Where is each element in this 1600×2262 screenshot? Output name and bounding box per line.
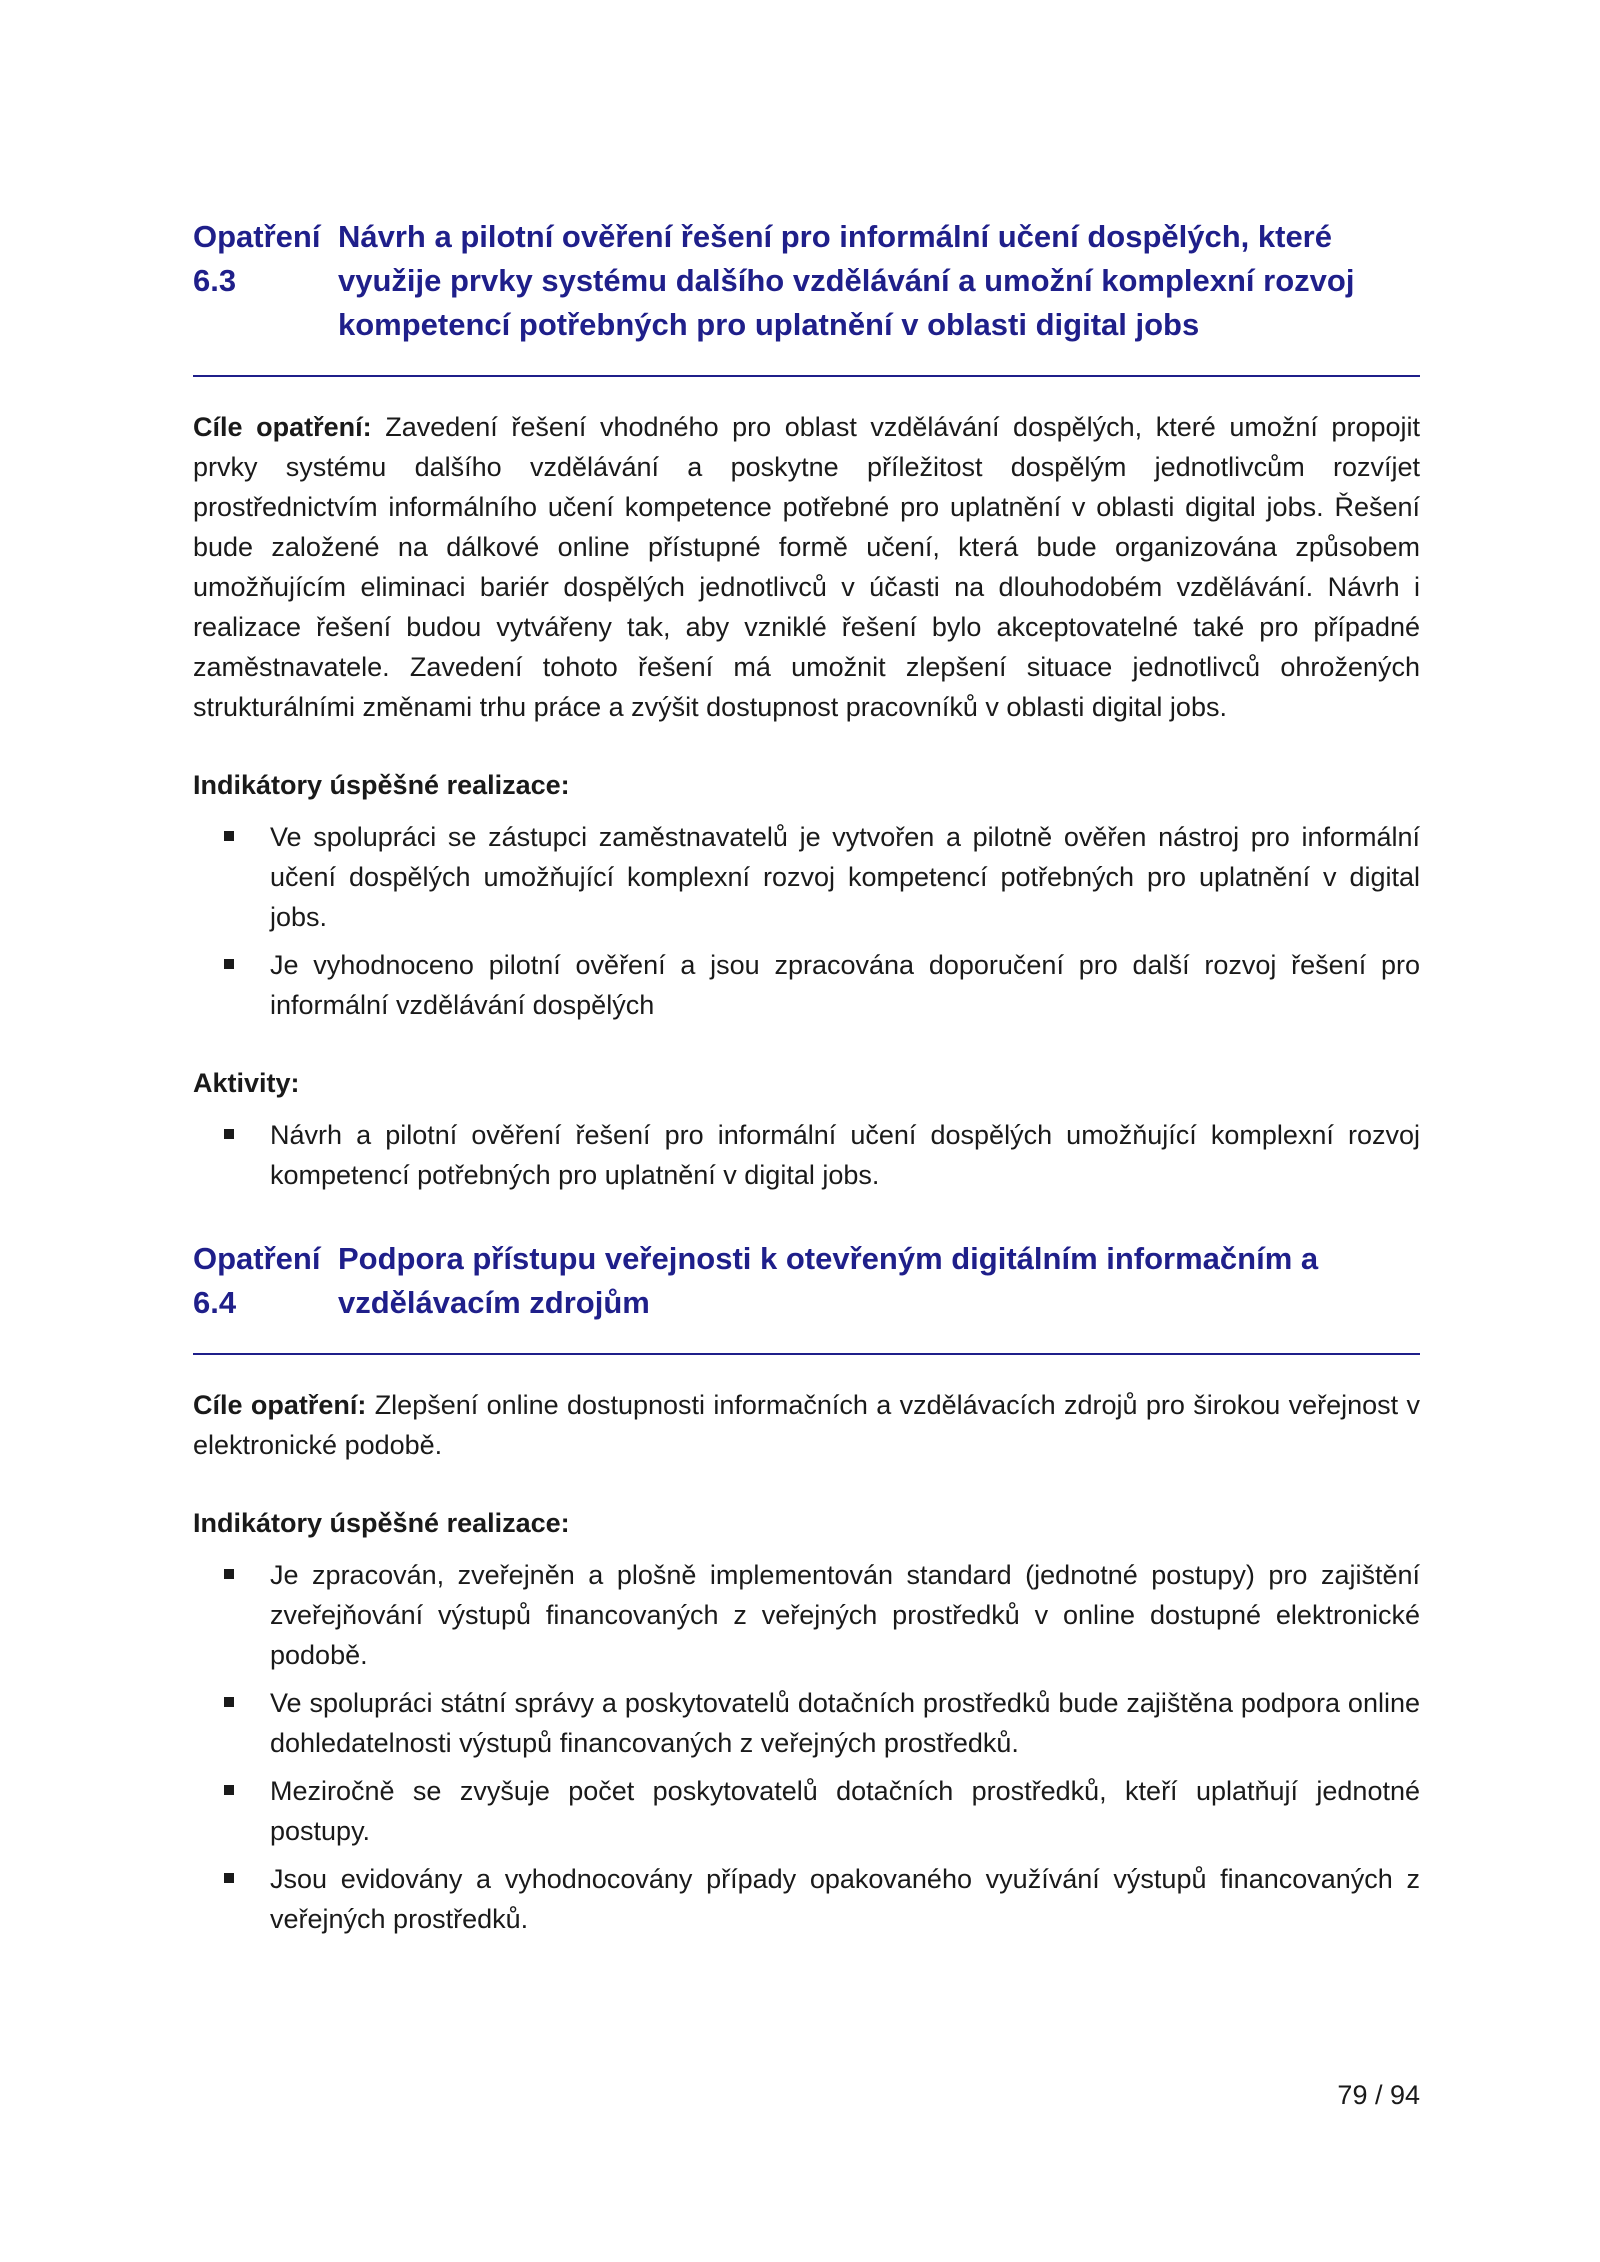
square-bullet-icon	[224, 1785, 234, 1795]
page-number: 79 / 94	[1337, 2080, 1420, 2110]
measure-number: Opatření 6.3	[193, 219, 321, 298]
list-item: Jsou evidovány a vyhodnocovány případy opakovaného využívání výstupů financovaných z veřejných prostředků.	[193, 1859, 1420, 1939]
measure-heading-6-3	[193, 215, 1420, 347]
list-item: Návrh a pilotní ověření řešení pro informální učení dospělých umožňující komplexní rozvoj kompetencí potřebných pro uplatnění v digital jobs.	[193, 1115, 1420, 1195]
goals-label: Cíle opatření:	[193, 412, 372, 442]
list-item: Je zpracován, zveřejněn a plošně implementován standard (jednotné postupy) pro zajištění zveřejňování výstupů financovaných z veřejných prostředků v online dostupné elektronické podobě.	[193, 1555, 1420, 1675]
list-item: Je vyhodnoceno pilotní ověření a jsou zpracována doporučení pro další rozvoj řešení pro informální vzdělávání dospělých	[193, 945, 1420, 1025]
list-item: Meziročně se zvyšuje počet poskytovatelů dotačních prostředků, kteří uplatňují jednotné postupy.	[193, 1771, 1420, 1851]
section-divider	[193, 375, 1420, 377]
indicators-list	[193, 817, 1420, 1025]
goals-text: Zlepšení online dostupnosti informačních a vzdělávacích zdrojů pro širokou veřejnost v elektronické podobě.	[193, 1390, 1420, 1460]
activities-heading: Aktivity:	[193, 1068, 300, 1098]
section-divider	[193, 1353, 1420, 1355]
square-bullet-icon	[224, 1569, 234, 1579]
square-bullet-icon	[224, 1697, 234, 1707]
square-bullet-icon	[224, 959, 234, 969]
measure-heading-6-4	[193, 1237, 1420, 1325]
indicators-heading: Indikátory úspěšné realizace:	[193, 1508, 570, 1538]
indicators-heading: Indikátory úspěšné realizace:	[193, 770, 570, 800]
square-bullet-icon	[224, 831, 234, 841]
goals-paragraph	[193, 407, 1420, 727]
square-bullet-icon	[224, 1129, 234, 1139]
measure-number: Opatření 6.4	[193, 1241, 321, 1320]
goals-text: Zavedení řešení vhodného pro oblast vzdělávání dospělých, které umožní propojit prvky systému dalšího vzdělávání a poskytne příležitost dospělým jednotlivcům rozvíjet prostřednictvím informálního učení kompetence potřebné pro uplatnění v oblasti digital jobs. Řešení bude založené na dálkové online přístupné formě učení, která bude organizována způsobem umožňujícím eliminaci bariér dospělých jednotlivců v účasti na dlouhodobém vzdělávání. Návrh i realizace řešení budou vytvářeny tak, aby vzniklé řešení bylo akceptovatelné také pro případné zaměstnavatele. Zavedení tohoto řešení má umožnit zlepšení situace jednotlivců ohrožených strukturálními změnami trhu práce a zvýšit dostupnost pracovníků v oblasti digital jobs.	[193, 412, 1420, 722]
document-page	[193, 215, 1420, 1947]
measure-title: Podpora přístupu veřejnosti k otevřeným digitálním informačním a vzdělávacím zdrojům	[338, 1241, 1319, 1320]
activities-list	[193, 1115, 1420, 1195]
goals-paragraph	[193, 1385, 1420, 1465]
list-item: Ve spolupráci se zástupci zaměstnavatelů je vytvořen a pilotně ověřen nástroj pro informální učení dospělých umožňující komplexní rozvoj kompetencí potřebných pro uplatnění v digital jobs.	[193, 817, 1420, 937]
goals-label: Cíle opatření:	[193, 1390, 367, 1420]
measure-title: Návrh a pilotní ověření řešení pro informální učení dospělých, které využije prvky systému dalšího vzdělávání a umožní komplexní rozvoj kompetencí potřebných pro uplatnění v oblasti digital jobs	[338, 219, 1355, 342]
list-item: Ve spolupráci státní správy a poskytovatelů dotačních prostředků bude zajištěna podpora online dohledatelnosti výstupů financovaných z veřejných prostředků.	[193, 1683, 1420, 1763]
square-bullet-icon	[224, 1873, 234, 1883]
indicators-list	[193, 1555, 1420, 1939]
